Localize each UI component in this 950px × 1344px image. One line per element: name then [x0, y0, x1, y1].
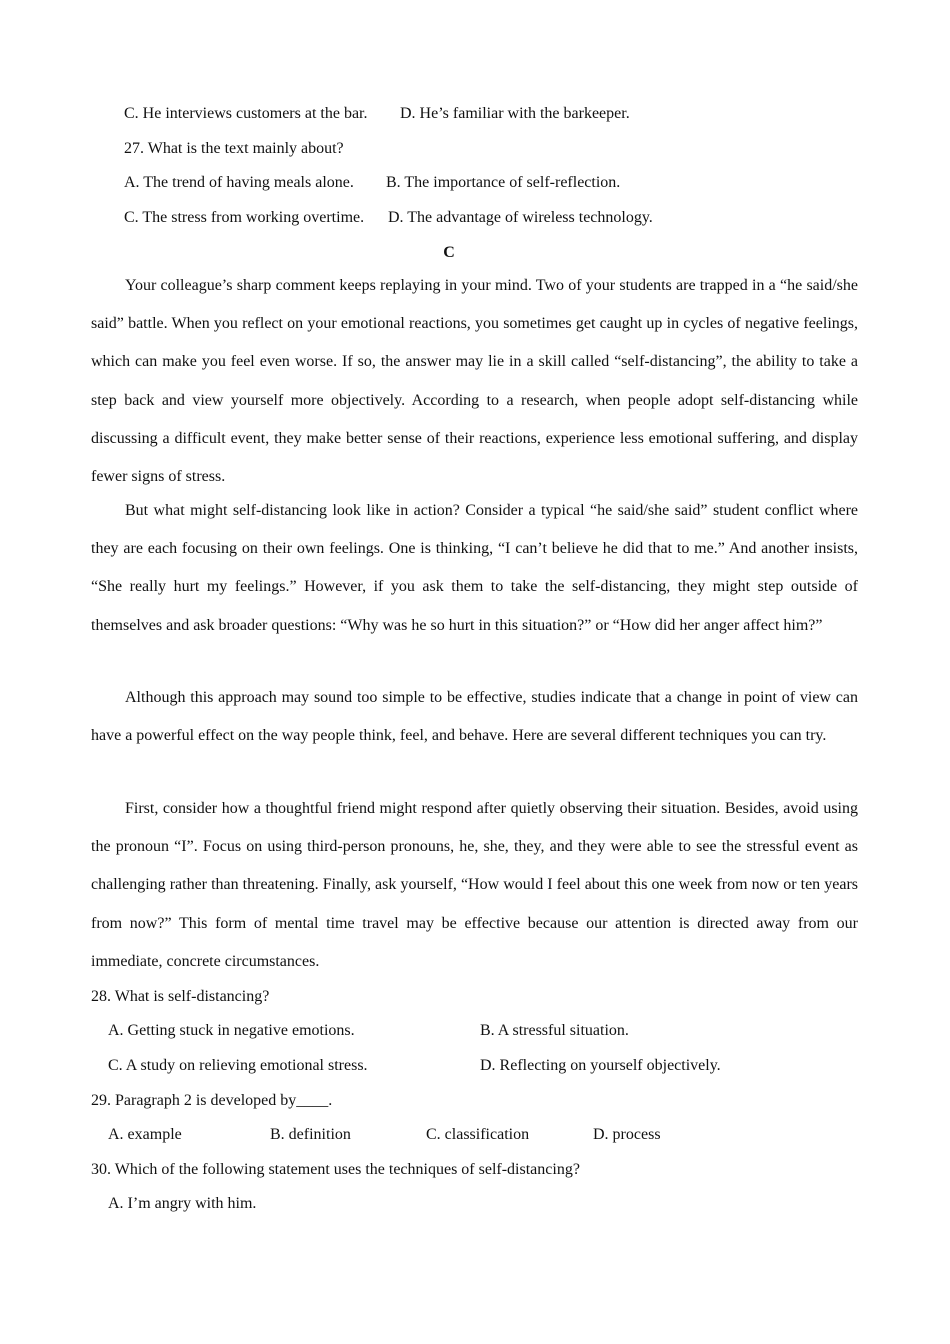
- q28-option-d: D. Reflecting on yourself objectively.: [480, 1057, 721, 1074]
- q29-question: 29. Paragraph 2 is developed by____.: [91, 1092, 333, 1109]
- q28-option-a: A. Getting stuck in negative emotions.: [108, 1022, 355, 1039]
- q29-option-c: C. classification: [426, 1126, 530, 1143]
- passage-paragraph-1: Your colleague’s sharp comment keeps replaying in your mind. Two of your students are trapped in a “he said/she said” battle. When you reflect on your emotional reactions, you sometimes get caught up in cycles of negative feelings, which can make you feel even worse. If so, the answer may lie in a skill called “self-distancing”, the ability to take a step back and view yourself more objectively. According to a research, when people adopt self-distancing while discussing a difficult event, they make better sense of their reactions, experience less emotional suffering, and display fewer signs of stress.: [91, 277, 858, 486]
- passage-paragraph-2: But what might self-distancing look like in action? Consider a typical “he said/she said” student conflict where they are each focusing on their own feelings. One is thinking, “I can’t believe he did that to me.” And another insists, “She really hurt my feelings.” However, if you ask them to take the self-distancing, they might step outside of themselves and ask broader questions: “Why was he so hurt in this situation?” or “How did her anger affect him?”: [91, 502, 858, 634]
- section-title: C: [443, 244, 455, 261]
- q27-option-d: D. The advantage of wireless technology.: [388, 209, 653, 226]
- q29-option-d: D. process: [593, 1126, 661, 1143]
- q27-question: 27. What is the text mainly about?: [124, 140, 344, 157]
- passage-paragraph-3: Although this approach may sound too simple to be effective, studies indicate that a change in point of view can have a powerful effect on the way people think, feel, and behave. Here are several different techniques you can try.: [91, 689, 858, 745]
- q30-option-a: A. I’m angry with him.: [108, 1195, 257, 1212]
- q26-option-d: D. He’s familiar with the barkeeper.: [400, 105, 630, 122]
- q28-question: 28. What is self-distancing?: [91, 988, 270, 1005]
- q26-option-c: C. He interviews customers at the bar.: [124, 105, 368, 122]
- q27-option-a: A. The trend of having meals alone.: [124, 174, 354, 191]
- q30-question: 30. Which of the following statement uses the techniques of self-distancing?: [91, 1161, 580, 1178]
- q29-option-a: A. example: [108, 1126, 182, 1143]
- q28-option-b: B. A stressful situation.: [480, 1022, 629, 1039]
- q27-option-b: B. The importance of self-reflection.: [386, 174, 621, 191]
- passage-paragraph-4: First, consider how a thoughtful friend might respond after quietly observing their situation. Besides, avoid using the pronoun “I”. Focus on using third-person pronouns, he, she, they, and they were able to see the stressful event as challenging rather than threatening. Finally, ask yourself, “How would I feel about this one week from now or ten years from now?” This form of mental time travel may be effective because our attention is directed away from our immediate, concrete circumstances.: [91, 800, 858, 970]
- q28-option-c: C. A study on relieving emotional stress.: [108, 1057, 368, 1074]
- q27-option-c: C. The stress from working overtime.: [124, 209, 365, 226]
- q29-option-b: B. definition: [270, 1126, 351, 1143]
